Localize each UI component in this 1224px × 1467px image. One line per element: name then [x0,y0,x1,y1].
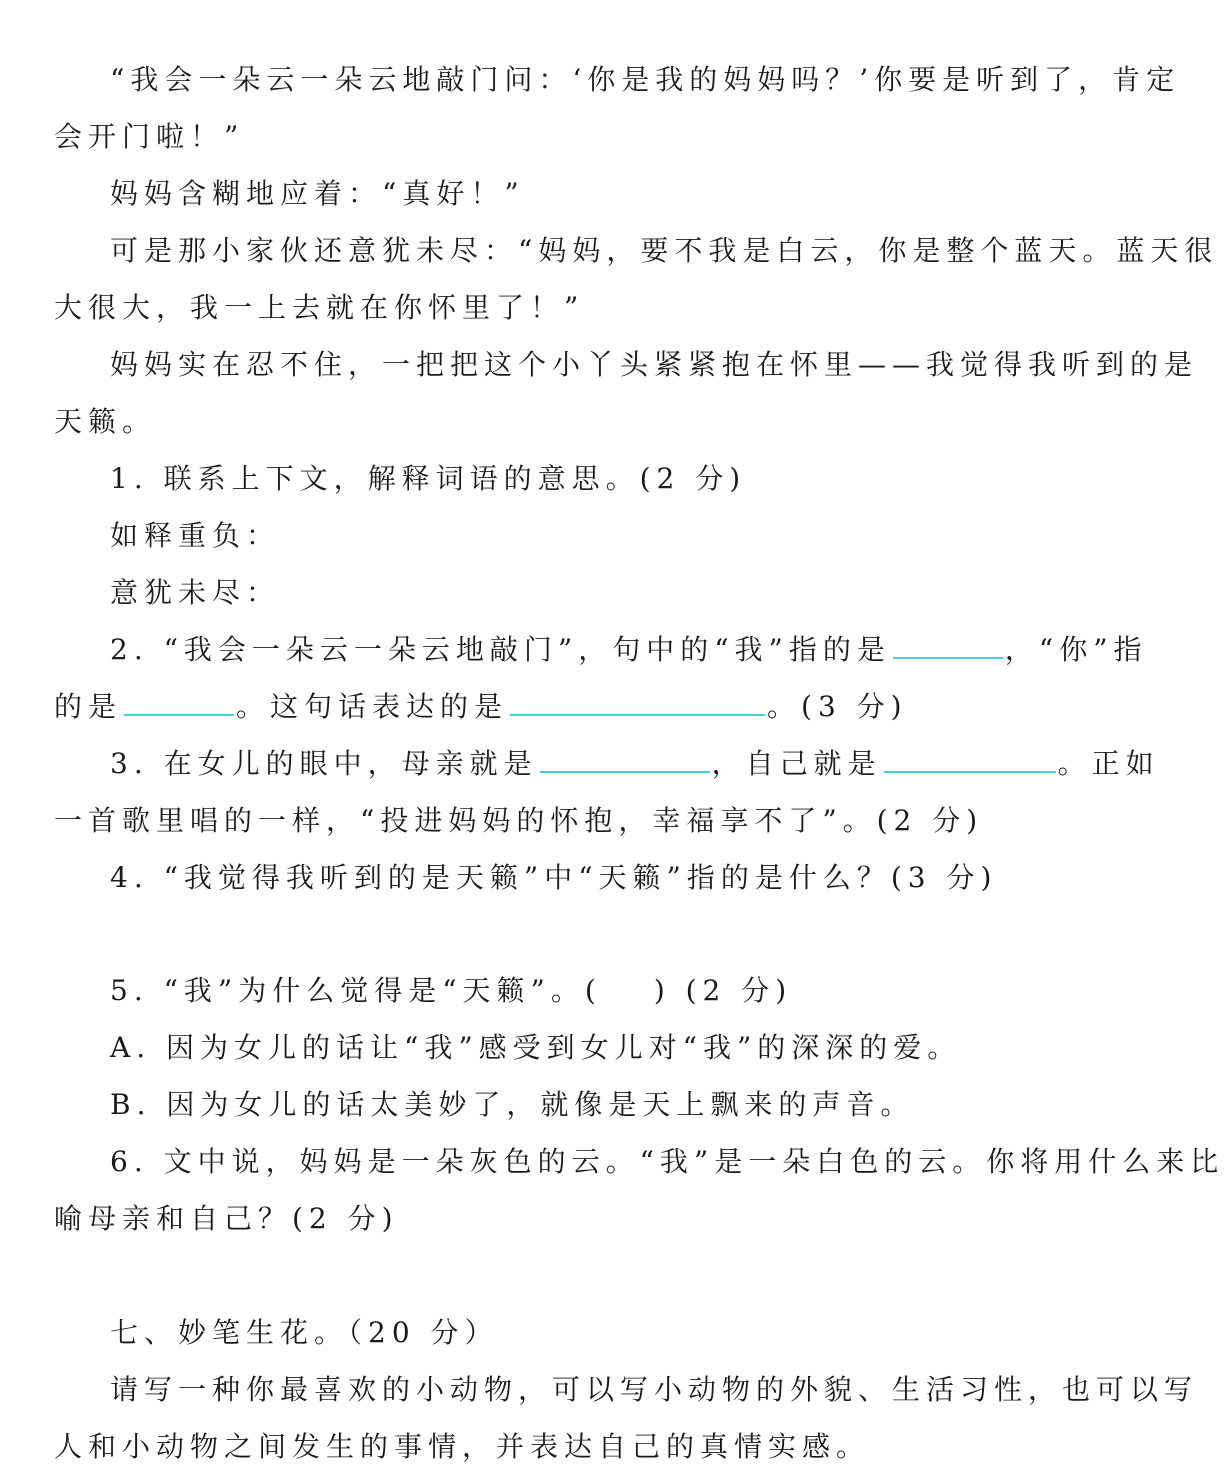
question-6-cont: 喻母亲和自己？(2 分) [54,1202,399,1235]
question-1: 1. 联系上下文，解释词语的意思。(2 分) [110,462,747,495]
question-5-text: ) (2 分) [653,974,793,1007]
question-2-cont [0,687,1080,727]
question-3 [0,744,1160,784]
question-2-text: 。(3 分) [767,690,908,723]
question-3-text: 3. 在女儿的眼中，母亲就是 [110,747,538,780]
answer-blank[interactable] [884,745,1056,773]
story-line: “我会一朵云一朵云地敲门问：‘你是我的妈妈吗？’你要是听到了，肯定 [110,63,1181,96]
question-3-text: ，自己就是 [711,747,882,780]
story-line: 大很大，我一上去就在你怀里了！” [54,291,585,324]
question-1-word-1: 如释重负： [110,519,281,552]
question-2-text: ，“你”指 [1004,633,1148,666]
story-line: 妈妈含糊地应着：“真好！” [110,177,525,210]
section-7-text: 人和小动物之间发生的事情，并表达自己的真情实感。 [54,1430,871,1463]
section-7-title: 七、妙笔生花。（20 分） [110,1316,499,1349]
answer-blank[interactable] [893,631,1003,659]
question-3-text: 。正如 [1057,747,1160,780]
question-4: 4. “我觉得我听到的是天籁”中“天籁”指的是什么？(3 分) [110,861,998,894]
answer-blank[interactable] [124,688,234,716]
question-2-text: 2. “我会一朵云一朵云地敲门”，句中的“我”指的是 [110,633,891,666]
question-2 [0,630,1148,670]
answer-blank[interactable] [540,745,710,773]
question-1-word-2: 意犹未尽： [110,576,281,609]
question-6: 6. 文中说，妈妈是一朵灰色的云。“我”是一朵白色的云。你将用什么来比 [110,1145,1224,1178]
option-a: A. 因为女儿的话让“我”感受到女儿对“我”的深深的爱。 [110,1031,962,1064]
question-2-text: 。这句话表达的是 [236,690,509,723]
option-b: B. 因为女儿的话太美妙了，就像是天上飘来的声音。 [110,1088,915,1121]
story-line: 可是那小家伙还意犹未尽：“妈妈，要不我是白云，你是整个蓝天。蓝天很 [110,234,1219,267]
story-line: 妈妈实在忍不住，一把把这个小丫头紧紧抱在怀里——我觉得我听到的是 [110,348,1199,381]
story-line: 天籁。 [54,405,157,438]
question-3-cont: 一首歌里唱的一样，“投进妈妈的怀抱，幸福享不了”。(2 分) [54,804,984,837]
question-2-text: 的是 [54,690,123,723]
story-line: 会开门啦！” [54,120,245,153]
section-7-text: 请写一种你最喜欢的小动物，可以写小动物的外貌、生活习性，也可以写 [110,1373,1199,1406]
question-5 [0,971,1080,1011]
question-5-text: 5. “我”为什么觉得是“天籁”。( [110,974,602,1007]
answer-blank[interactable] [510,688,765,716]
